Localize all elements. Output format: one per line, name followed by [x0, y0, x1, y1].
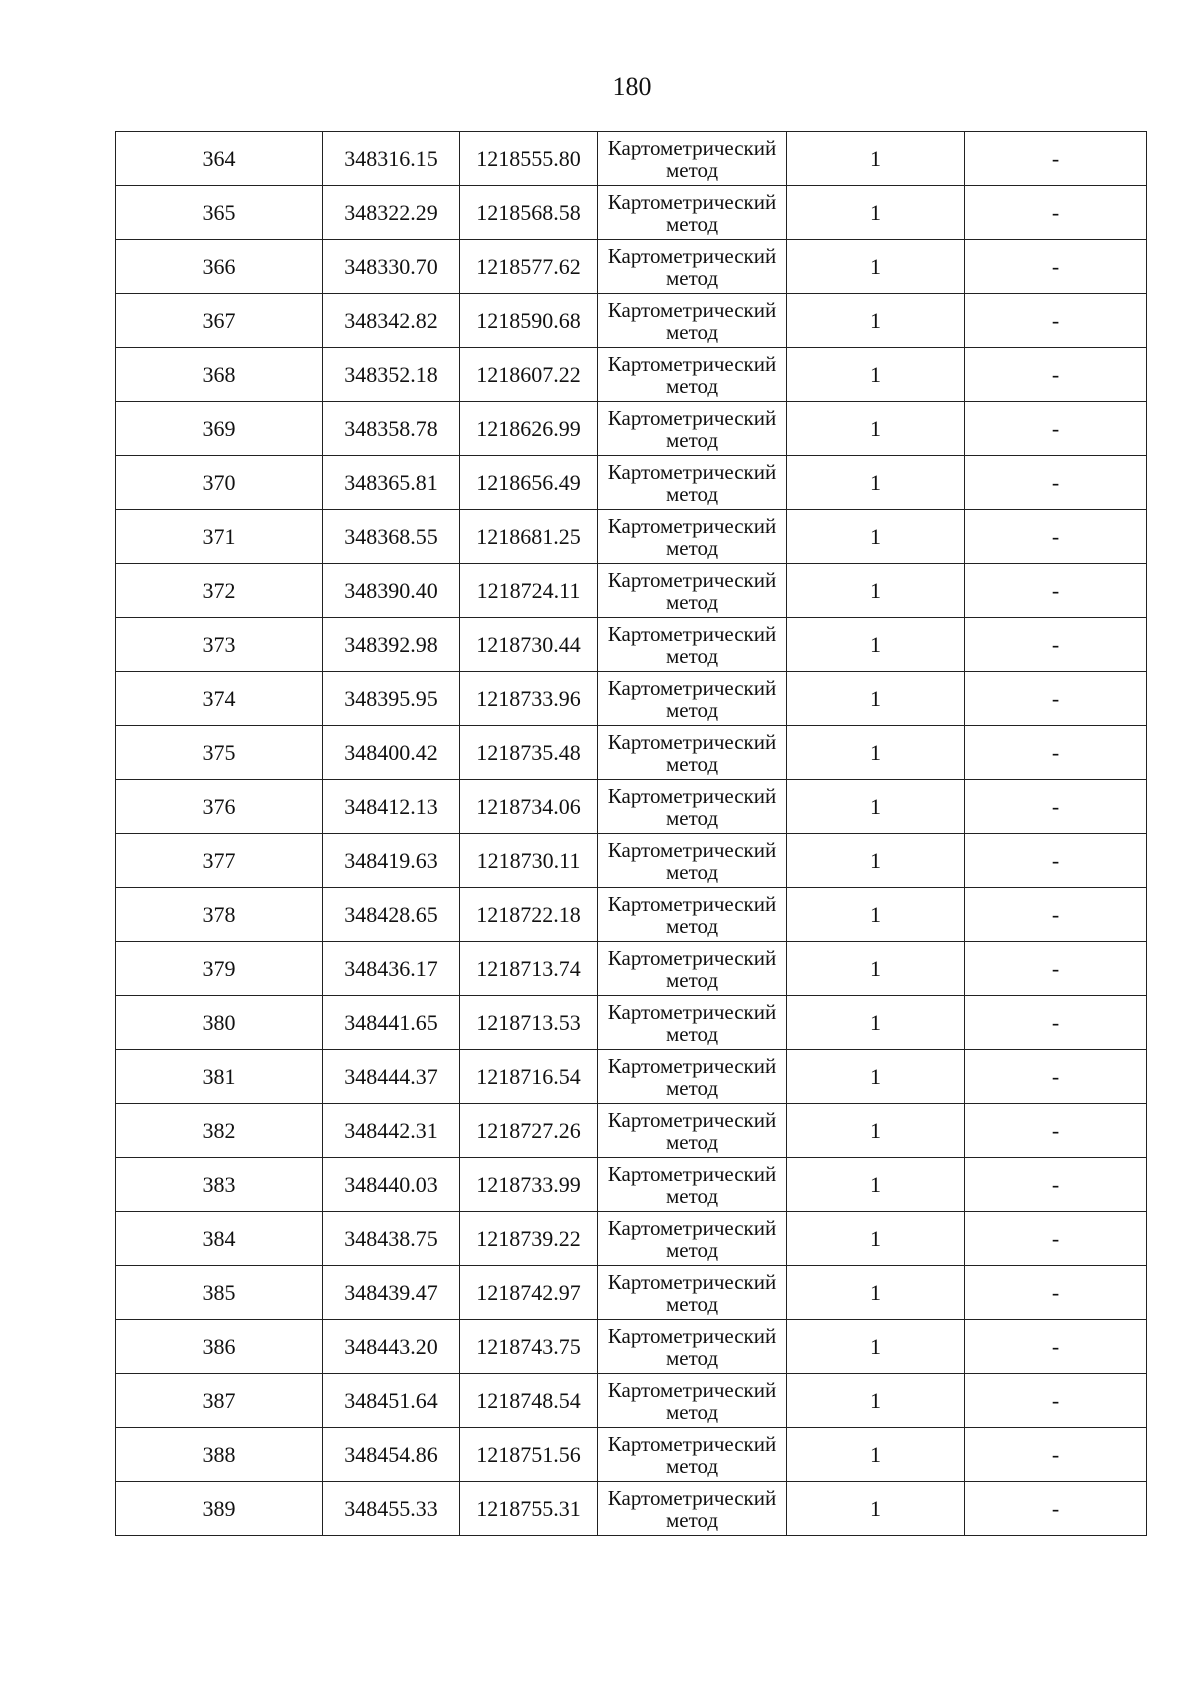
table-row	[116, 888, 1147, 942]
point-number-cell: 374	[116, 672, 323, 726]
note-cell: -	[965, 510, 1147, 564]
x-coordinate-cell: 348455.33	[323, 1482, 460, 1536]
y-coordinate-cell: 1218743.75	[460, 1320, 598, 1374]
note-cell: -	[965, 348, 1147, 402]
point-number-cell: 371	[116, 510, 323, 564]
x-coordinate-cell: 348390.40	[323, 564, 460, 618]
x-coordinate-cell: 348352.18	[323, 348, 460, 402]
y-coordinate-cell: 1218681.25	[460, 510, 598, 564]
method-cell: Картометрический метод	[598, 996, 787, 1050]
accuracy-cell: 1	[787, 348, 965, 402]
point-number-cell: 376	[116, 780, 323, 834]
accuracy-cell: 1	[787, 510, 965, 564]
point-number-cell: 367	[116, 294, 323, 348]
table-row	[116, 402, 1147, 456]
method-cell: Картометрический метод	[598, 456, 787, 510]
y-coordinate-cell: 1218590.68	[460, 294, 598, 348]
point-number-cell: 368	[116, 348, 323, 402]
point-number-cell: 384	[116, 1212, 323, 1266]
x-coordinate-cell: 348441.65	[323, 996, 460, 1050]
table-row	[116, 1482, 1147, 1536]
point-number-cell: 382	[116, 1104, 323, 1158]
y-coordinate-cell: 1218568.58	[460, 186, 598, 240]
note-cell: -	[965, 1050, 1147, 1104]
table-row	[116, 510, 1147, 564]
note-cell: -	[965, 726, 1147, 780]
table-row	[116, 132, 1147, 186]
y-coordinate-cell: 1218555.80	[460, 132, 598, 186]
x-coordinate-cell: 348438.75	[323, 1212, 460, 1266]
note-cell: -	[965, 1428, 1147, 1482]
table-row	[116, 1158, 1147, 1212]
y-coordinate-cell: 1218727.26	[460, 1104, 598, 1158]
accuracy-cell: 1	[787, 1428, 965, 1482]
point-number-cell: 378	[116, 888, 323, 942]
x-coordinate-cell: 348368.55	[323, 510, 460, 564]
accuracy-cell: 1	[787, 456, 965, 510]
accuracy-cell: 1	[787, 618, 965, 672]
y-coordinate-cell: 1218716.54	[460, 1050, 598, 1104]
table-row	[116, 348, 1147, 402]
method-cell: Картометрический метод	[598, 132, 787, 186]
note-cell: -	[965, 672, 1147, 726]
point-number-cell: 372	[116, 564, 323, 618]
table-row	[116, 672, 1147, 726]
table-row	[116, 186, 1147, 240]
point-number-cell: 389	[116, 1482, 323, 1536]
note-cell: -	[965, 888, 1147, 942]
y-coordinate-cell: 1218724.11	[460, 564, 598, 618]
accuracy-cell: 1	[787, 672, 965, 726]
accuracy-cell: 1	[787, 132, 965, 186]
method-cell: Картометрический метод	[598, 1158, 787, 1212]
table-row	[116, 294, 1147, 348]
x-coordinate-cell: 348342.82	[323, 294, 460, 348]
accuracy-cell: 1	[787, 996, 965, 1050]
table-row	[116, 834, 1147, 888]
y-coordinate-cell: 1218730.11	[460, 834, 598, 888]
x-coordinate-cell: 348442.31	[323, 1104, 460, 1158]
x-coordinate-cell: 348443.20	[323, 1320, 460, 1374]
table-row	[116, 564, 1147, 618]
accuracy-cell: 1	[787, 294, 965, 348]
coordinates-table	[115, 131, 1147, 1536]
method-cell: Картометрический метод	[598, 1374, 787, 1428]
x-coordinate-cell: 348358.78	[323, 402, 460, 456]
note-cell: -	[965, 1374, 1147, 1428]
x-coordinate-cell: 348330.70	[323, 240, 460, 294]
accuracy-cell: 1	[787, 1374, 965, 1428]
y-coordinate-cell: 1218722.18	[460, 888, 598, 942]
x-coordinate-cell: 348322.29	[323, 186, 460, 240]
table-row	[116, 618, 1147, 672]
method-cell: Картометрический метод	[598, 240, 787, 294]
method-cell: Картометрический метод	[598, 726, 787, 780]
note-cell: -	[965, 780, 1147, 834]
point-number-cell: 366	[116, 240, 323, 294]
x-coordinate-cell: 348400.42	[323, 726, 460, 780]
point-number-cell: 383	[116, 1158, 323, 1212]
note-cell: -	[965, 834, 1147, 888]
y-coordinate-cell: 1218742.97	[460, 1266, 598, 1320]
method-cell: Картометрический метод	[598, 1482, 787, 1536]
y-coordinate-cell: 1218748.54	[460, 1374, 598, 1428]
accuracy-cell: 1	[787, 1158, 965, 1212]
method-cell: Картометрический метод	[598, 888, 787, 942]
coordinates-table-body	[116, 132, 1147, 1536]
accuracy-cell: 1	[787, 1212, 965, 1266]
y-coordinate-cell: 1218733.99	[460, 1158, 598, 1212]
note-cell: -	[965, 1320, 1147, 1374]
accuracy-cell: 1	[787, 1104, 965, 1158]
accuracy-cell: 1	[787, 1320, 965, 1374]
accuracy-cell: 1	[787, 1482, 965, 1536]
page-number: 180	[612, 72, 652, 101]
x-coordinate-cell: 348395.95	[323, 672, 460, 726]
method-cell: Картометрический метод	[598, 834, 787, 888]
note-cell: -	[965, 1266, 1147, 1320]
table-row	[116, 1104, 1147, 1158]
point-number-cell: 381	[116, 1050, 323, 1104]
y-coordinate-cell: 1218607.22	[460, 348, 598, 402]
note-cell: -	[965, 996, 1147, 1050]
point-number-cell: 385	[116, 1266, 323, 1320]
x-coordinate-cell: 348316.15	[323, 132, 460, 186]
method-cell: Картометрический метод	[598, 186, 787, 240]
note-cell: -	[965, 186, 1147, 240]
table-row	[116, 456, 1147, 510]
table-row	[116, 726, 1147, 780]
accuracy-cell: 1	[787, 564, 965, 618]
method-cell: Картометрический метод	[598, 1212, 787, 1266]
method-cell: Картометрический метод	[598, 402, 787, 456]
point-number-cell: 387	[116, 1374, 323, 1428]
accuracy-cell: 1	[787, 726, 965, 780]
note-cell: -	[965, 294, 1147, 348]
y-coordinate-cell: 1218656.49	[460, 456, 598, 510]
x-coordinate-cell: 348419.63	[323, 834, 460, 888]
point-number-cell: 380	[116, 996, 323, 1050]
x-coordinate-cell: 348439.47	[323, 1266, 460, 1320]
note-cell: -	[965, 1104, 1147, 1158]
method-cell: Картометрический метод	[598, 672, 787, 726]
note-cell: -	[965, 402, 1147, 456]
note-cell: -	[965, 618, 1147, 672]
x-coordinate-cell: 348392.98	[323, 618, 460, 672]
x-coordinate-cell: 348428.65	[323, 888, 460, 942]
method-cell: Картометрический метод	[598, 618, 787, 672]
x-coordinate-cell: 348451.64	[323, 1374, 460, 1428]
point-number-cell: 375	[116, 726, 323, 780]
note-cell: -	[965, 1158, 1147, 1212]
note-cell: -	[965, 564, 1147, 618]
note-cell: -	[965, 240, 1147, 294]
accuracy-cell: 1	[787, 1266, 965, 1320]
table-row	[116, 1428, 1147, 1482]
accuracy-cell: 1	[787, 1050, 965, 1104]
point-number-cell: 364	[116, 132, 323, 186]
y-coordinate-cell: 1218734.06	[460, 780, 598, 834]
method-cell: Картометрический метод	[598, 1266, 787, 1320]
method-cell: Картометрический метод	[598, 1050, 787, 1104]
x-coordinate-cell: 348436.17	[323, 942, 460, 996]
table-row	[116, 942, 1147, 996]
note-cell: -	[965, 1482, 1147, 1536]
y-coordinate-cell: 1218626.99	[460, 402, 598, 456]
method-cell: Картометрический метод	[598, 1320, 787, 1374]
accuracy-cell: 1	[787, 780, 965, 834]
table-row	[116, 780, 1147, 834]
method-cell: Картометрический метод	[598, 780, 787, 834]
y-coordinate-cell: 1218751.56	[460, 1428, 598, 1482]
accuracy-cell: 1	[787, 942, 965, 996]
accuracy-cell: 1	[787, 186, 965, 240]
y-coordinate-cell: 1218755.31	[460, 1482, 598, 1536]
note-cell: -	[965, 1212, 1147, 1266]
table-row	[116, 1212, 1147, 1266]
note-cell: -	[965, 942, 1147, 996]
x-coordinate-cell: 348365.81	[323, 456, 460, 510]
y-coordinate-cell: 1218739.22	[460, 1212, 598, 1266]
point-number-cell: 373	[116, 618, 323, 672]
method-cell: Картометрический метод	[598, 564, 787, 618]
note-cell: -	[965, 132, 1147, 186]
point-number-cell: 388	[116, 1428, 323, 1482]
table-row	[116, 1374, 1147, 1428]
y-coordinate-cell: 1218713.53	[460, 996, 598, 1050]
method-cell: Картометрический метод	[598, 942, 787, 996]
x-coordinate-cell: 348440.03	[323, 1158, 460, 1212]
method-cell: Картометрический метод	[598, 294, 787, 348]
accuracy-cell: 1	[787, 834, 965, 888]
accuracy-cell: 1	[787, 402, 965, 456]
point-number-cell: 377	[116, 834, 323, 888]
y-coordinate-cell: 1218730.44	[460, 618, 598, 672]
table-row	[116, 1050, 1147, 1104]
x-coordinate-cell: 348454.86	[323, 1428, 460, 1482]
method-cell: Картометрический метод	[598, 1104, 787, 1158]
point-number-cell: 379	[116, 942, 323, 996]
method-cell: Картометрический метод	[598, 348, 787, 402]
y-coordinate-cell: 1218733.96	[460, 672, 598, 726]
table-row	[116, 1320, 1147, 1374]
y-coordinate-cell: 1218735.48	[460, 726, 598, 780]
table-row	[116, 996, 1147, 1050]
point-number-cell: 370	[116, 456, 323, 510]
point-number-cell: 369	[116, 402, 323, 456]
y-coordinate-cell: 1218577.62	[460, 240, 598, 294]
point-number-cell: 365	[116, 186, 323, 240]
method-cell: Картометрический метод	[598, 1428, 787, 1482]
accuracy-cell: 1	[787, 240, 965, 294]
x-coordinate-cell: 348444.37	[323, 1050, 460, 1104]
point-number-cell: 386	[116, 1320, 323, 1374]
accuracy-cell: 1	[787, 888, 965, 942]
note-cell: -	[965, 456, 1147, 510]
method-cell: Картометрический метод	[598, 510, 787, 564]
table-row	[116, 240, 1147, 294]
y-coordinate-cell: 1218713.74	[460, 942, 598, 996]
x-coordinate-cell: 348412.13	[323, 780, 460, 834]
table-row	[116, 1266, 1147, 1320]
